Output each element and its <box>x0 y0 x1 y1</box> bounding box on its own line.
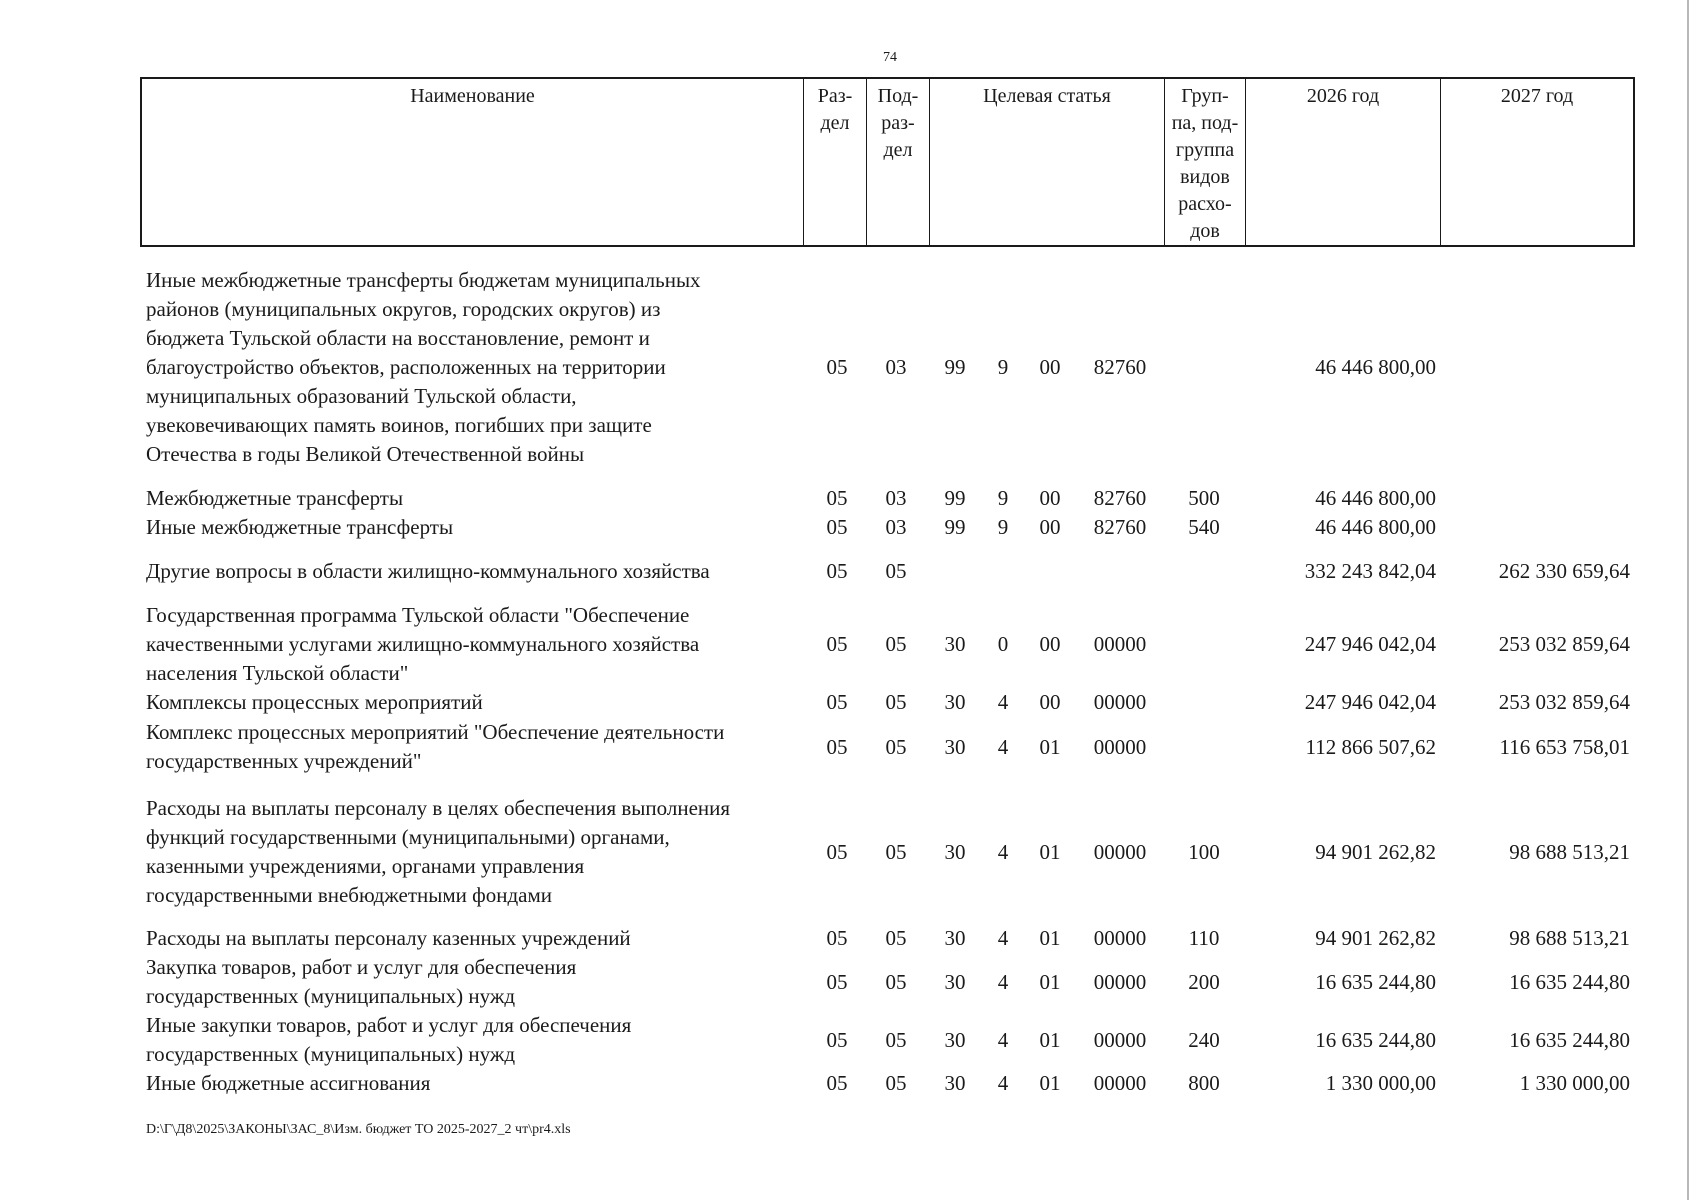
cell-cs-program: 30 <box>944 632 966 656</box>
cell-amount-2026: 16 635 244,80 <box>1315 1027 1436 1052</box>
cell-name <box>146 484 806 513</box>
page-number: 74 <box>883 50 897 65</box>
cell-name <box>146 688 806 717</box>
cell-gruppa: 110 <box>1188 926 1220 950</box>
cell-cs-direction: 01 <box>1039 1027 1061 1052</box>
cell-gruppa: 240 <box>1188 1027 1220 1052</box>
cell-cs-direction: 01 <box>1039 969 1061 994</box>
cell-name-line: Иные межбюджетные трансферты <box>146 515 454 539</box>
cell-cs-direction: 00 <box>1039 486 1061 510</box>
cell-razdel: 05 <box>826 632 848 656</box>
cell-amount-2027: 98 688 513,21 <box>1509 926 1630 950</box>
cell-cs-direction: 01 <box>1039 839 1061 864</box>
cell-name-line: Расходы на выплаты персоналу казенных учреждений <box>146 926 631 950</box>
cell-amount-2027: 253 032 859,64 <box>1498 690 1630 714</box>
cell-cs-code: 82760 <box>1093 515 1147 539</box>
cell-cs-code: 00000 <box>1093 690 1147 714</box>
cell-name-line: государственных (муниципальных) нужд <box>146 984 516 1008</box>
cell-name-line: качественными услугами жилищно-коммунального хозяйства <box>146 632 700 656</box>
cell-gruppa: 800 <box>1188 1071 1220 1095</box>
cell-razdel: 05 <box>826 734 848 759</box>
cell-cs-direction: 00 <box>1039 632 1061 656</box>
cell-podrazdel: 05 <box>885 734 907 759</box>
cell-cs-program: 30 <box>944 969 966 994</box>
cell-cs-program: 30 <box>944 1027 966 1052</box>
cell-razdel: 05 <box>826 839 848 864</box>
cell-amount-2026: 332 243 842,04 <box>1304 559 1436 583</box>
cell-cs-subprogram: 4 <box>997 969 1009 994</box>
cell-name-line: государственных (муниципальных) нужд <box>146 1042 516 1066</box>
cell-name <box>146 953 806 1011</box>
header-celevaya-statya: Целевая статья <box>930 79 1165 245</box>
cell-razdel: 05 <box>826 486 848 510</box>
cell-cs-program: 30 <box>944 926 966 950</box>
cell-name <box>146 601 806 688</box>
header-gruppa: Груп- па, под- группа видов расхо- дов <box>1165 79 1246 245</box>
cell-amount-2026: 94 901 262,82 <box>1315 839 1436 864</box>
cell-name <box>146 1011 806 1069</box>
cell-cs-subprogram: 9 <box>997 486 1009 510</box>
cell-cs-code: 00000 <box>1093 734 1147 759</box>
cell-name-line: государственными внебюджетными фондами <box>146 883 553 907</box>
cell-name-line: Отечества в годы Великой Отечественной войны <box>146 442 585 466</box>
cell-cs-program: 99 <box>944 515 966 539</box>
cell-cs-code: 00000 <box>1093 926 1147 950</box>
cell-name-line: муниципальных образований Тульской области, <box>146 384 577 408</box>
cell-podrazdel: 05 <box>885 926 907 950</box>
cell-amount-2026: 16 635 244,80 <box>1315 969 1436 994</box>
scan-edge-line <box>1687 0 1689 1200</box>
header-podrazdel: Под- раз- дел <box>867 79 930 245</box>
cell-amount-2026: 112 866 507,62 <box>1305 734 1436 759</box>
cell-name-line: функций государственными (муниципальными) органами, <box>146 825 670 849</box>
cell-podrazdel: 03 <box>885 515 907 539</box>
cell-razdel: 05 <box>826 515 848 539</box>
cell-cs-code: 82760 <box>1093 355 1147 379</box>
cell-cs-direction: 00 <box>1039 690 1061 714</box>
cell-cs-direction: 01 <box>1039 926 1061 950</box>
cell-cs-subprogram: 9 <box>997 355 1009 379</box>
cell-cs-code: 82760 <box>1093 486 1147 510</box>
cell-razdel: 05 <box>826 690 848 714</box>
cell-gruppa: 500 <box>1188 486 1220 510</box>
cell-name-line: казенными учреждениями, органами управления <box>146 854 585 878</box>
header-name: Наименование <box>142 79 804 245</box>
cell-name-line: благоустройство объектов, расположенных на территории <box>146 355 666 379</box>
cell-name-line: увековечивающих память воинов, погибших при защите <box>146 413 652 437</box>
cell-name <box>146 557 806 586</box>
cell-cs-code: 00000 <box>1093 1071 1147 1095</box>
cell-razdel: 05 <box>826 969 848 994</box>
cell-name-line: Комплекс процессных мероприятий "Обеспечение деятельности <box>146 720 725 744</box>
cell-name-line: Государственная программа Тульской области "Обеспечение <box>146 603 690 627</box>
cell-razdel: 05 <box>826 1027 848 1052</box>
cell-amount-2026: 1 330 000,00 <box>1325 1071 1436 1095</box>
cell-amount-2026: 247 946 042,04 <box>1304 690 1436 714</box>
cell-name <box>146 1069 806 1098</box>
cell-cs-code: 00000 <box>1093 1027 1147 1052</box>
cell-cs-direction: 01 <box>1039 1071 1061 1095</box>
header-2027: 2027 год <box>1500 85 1574 107</box>
cell-cs-code: 00000 <box>1093 969 1147 994</box>
cell-cs-code: 00000 <box>1093 632 1147 656</box>
cell-cs-subprogram: 4 <box>997 734 1009 759</box>
cell-cs-program: 99 <box>944 355 966 379</box>
cell-amount-2026: 46 446 800,00 <box>1315 486 1436 510</box>
cell-name-line: населения Тульской области" <box>146 661 409 685</box>
cell-name <box>146 513 806 542</box>
cell-amount-2027: 98 688 513,21 <box>1509 839 1630 864</box>
cell-razdel: 05 <box>826 355 848 379</box>
cell-amount-2027: 116 653 758,01 <box>1499 734 1630 759</box>
cell-cs-subprogram: 4 <box>997 926 1009 950</box>
cell-gruppa: 540 <box>1188 515 1220 539</box>
header-2026: 2026 год <box>1246 79 1441 245</box>
cell-amount-2026: 94 901 262,82 <box>1315 926 1436 950</box>
cell-cs-direction: 01 <box>1039 734 1061 759</box>
cell-name <box>146 794 806 910</box>
cell-cs-subprogram: 4 <box>997 839 1009 864</box>
cell-name-line: государственных учреждений" <box>146 749 422 773</box>
cell-cs-code: 00000 <box>1093 839 1147 864</box>
cell-amount-2027: 253 032 859,64 <box>1498 632 1630 656</box>
cell-podrazdel: 05 <box>885 839 907 864</box>
cell-name <box>146 718 806 776</box>
cell-cs-subprogram: 0 <box>997 632 1009 656</box>
cell-amount-2026: 46 446 800,00 <box>1315 355 1436 379</box>
cell-amount-2027: 262 330 659,64 <box>1498 559 1630 583</box>
cell-name <box>146 266 806 469</box>
cell-cs-subprogram: 4 <box>997 1027 1009 1052</box>
cell-amount-2026: 247 946 042,04 <box>1304 632 1436 656</box>
cell-podrazdel: 05 <box>885 690 907 714</box>
header-razdel: Раз- дел <box>804 79 867 245</box>
cell-name-line: Иные бюджетные ассигнования <box>146 1071 431 1095</box>
cell-amount-2027: 16 635 244,80 <box>1509 1027 1630 1052</box>
cell-cs-subprogram: 9 <box>997 515 1009 539</box>
cell-cs-direction: 00 <box>1039 355 1061 379</box>
cell-razdel: 05 <box>826 1071 848 1095</box>
cell-name-line: Закупка товаров, работ и услуг для обеспечения <box>146 955 577 979</box>
cell-podrazdel: 03 <box>885 355 907 379</box>
cell-amount-2026: 46 446 800,00 <box>1315 515 1436 539</box>
cell-cs-program: 30 <box>944 1071 966 1095</box>
cell-podrazdel: 03 <box>885 486 907 510</box>
cell-name <box>146 924 806 953</box>
cell-name-line: Иные закупки товаров, работ и услуг для обеспечения <box>146 1013 632 1037</box>
cell-amount-2027: 16 635 244,80 <box>1509 969 1630 994</box>
cell-podrazdel: 05 <box>885 632 907 656</box>
cell-cs-subprogram: 4 <box>997 1071 1009 1095</box>
cell-cs-program: 30 <box>944 839 966 864</box>
cell-name-line: районов (муниципальных округов, городских округов) из <box>146 297 661 321</box>
cell-gruppa: 100 <box>1188 839 1220 864</box>
cell-gruppa: 200 <box>1188 969 1220 994</box>
cell-cs-program: 30 <box>944 690 966 714</box>
cell-podrazdel: 05 <box>885 969 907 994</box>
cell-cs-subprogram: 4 <box>997 690 1009 714</box>
cell-podrazdel: 05 <box>885 559 907 583</box>
cell-podrazdel: 05 <box>885 1071 907 1095</box>
cell-name-line: Иные межбюджетные трансферты бюджетам муниципальных <box>146 268 701 292</box>
cell-cs-program: 99 <box>944 486 966 510</box>
cell-razdel: 05 <box>826 926 848 950</box>
cell-name-line: Другие вопросы в области жилищно-коммунального хозяйства <box>146 559 710 583</box>
cell-cs-direction: 00 <box>1039 515 1061 539</box>
cell-cs-program: 30 <box>944 734 966 759</box>
cell-podrazdel: 05 <box>885 1027 907 1052</box>
cell-name-line: Комплексы процессных мероприятий <box>146 690 483 714</box>
cell-name-line: Расходы на выплаты персоналу в целях обеспечения выполнения <box>146 796 731 820</box>
file-path-footer: D:\Г\Д8\2025\ЗАКОНЫ\ЗАС_8\Изм. бюджет ТО 2025-2027_2 чт\pr4.xls <box>146 1122 571 1137</box>
cell-razdel: 05 <box>826 559 848 583</box>
cell-name-line: Межбюджетные трансферты <box>146 486 404 510</box>
cell-amount-2027: 1 330 000,00 <box>1519 1071 1630 1095</box>
cell-name-line: бюджета Тульской области на восстановление, ремонт и <box>146 326 650 350</box>
